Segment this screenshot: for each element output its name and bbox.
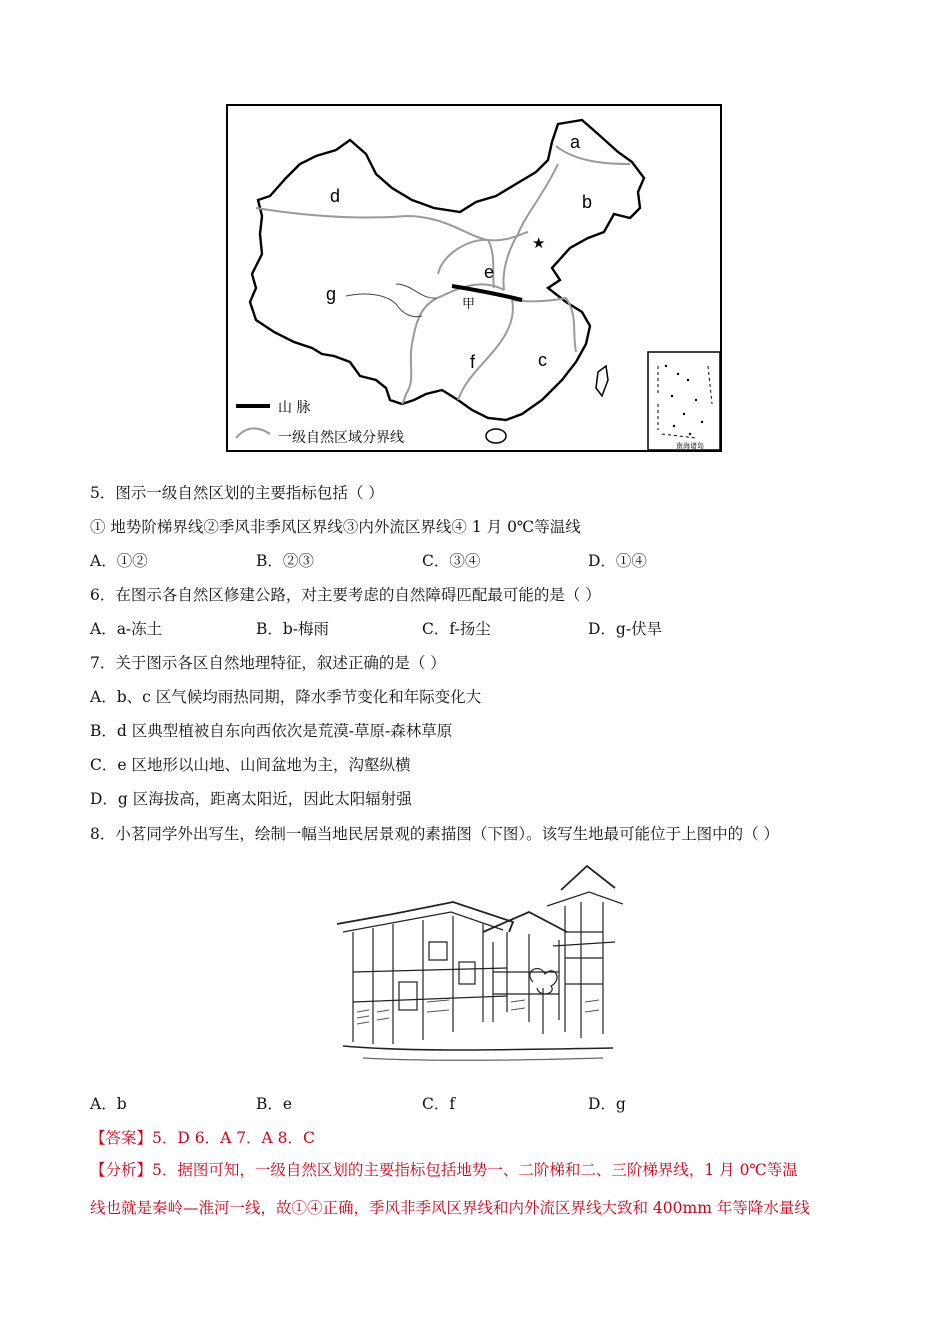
analysis-line-1: 【分析】5．据图可知，一级自然区划的主要指标包括地势一、二阶梯和二、三阶梯界线，1 月 0℃等温 bbox=[90, 1161, 798, 1179]
option-b[interactable]: B．d 区典型植被自东向西依次是荒漠-草原-森林草原 bbox=[90, 722, 453, 740]
legend-boundary-label: 一级自然区域分界线 bbox=[278, 430, 404, 446]
option-a[interactable]: A．b、c 区气候均雨热同期，降水季节变化和年际变化大 bbox=[90, 688, 482, 706]
question-8-stem: 8．小茗同学外出写生，绘制一幅当地民居景观的素描图（下图）。该写生地最可能位于上图中的（ ） bbox=[90, 825, 780, 843]
question-5-stem: 5．图示一级自然区划的主要指标包括（ ） bbox=[90, 484, 384, 502]
option-c[interactable]: C．e 区地形以山地、山间盆地为主，沟壑纵横 bbox=[90, 756, 411, 774]
label-c: c bbox=[538, 350, 547, 370]
label-g: g bbox=[326, 284, 337, 304]
option-b[interactable]: B．②③ bbox=[256, 552, 314, 570]
option-b[interactable]: B．b-梅雨 bbox=[256, 620, 330, 638]
label-d: d bbox=[330, 186, 341, 206]
option-a[interactable]: A．b bbox=[90, 1095, 127, 1113]
south-china-sea-inset bbox=[648, 352, 720, 450]
question-6-stem: 6．在图示各自然区修建公路，对主要考虑的自然障碍匹配最可能的是（ ） bbox=[90, 586, 601, 604]
option-a[interactable]: A．①② bbox=[90, 552, 148, 570]
option-c[interactable]: C．f bbox=[422, 1095, 456, 1113]
option-d[interactable]: D．g bbox=[588, 1095, 626, 1113]
label-a: a bbox=[570, 132, 581, 152]
label-f: f bbox=[470, 352, 476, 372]
option-d[interactable]: D．g-伏旱 bbox=[588, 620, 663, 638]
question-7-stem: 7．关于图示各区自然地理特征，叙述正确的是（ ） bbox=[90, 654, 446, 672]
label-e: e bbox=[484, 262, 495, 282]
option-c[interactable]: C．③④ bbox=[422, 552, 481, 570]
dwelling-sketch-figure bbox=[333, 862, 623, 1072]
analysis-line-2: 线也就是秦岭—淮河一线，故①④正确，季风非季风区界线和内外流区界线大致和 400mm 年等降水量线 bbox=[90, 1199, 810, 1217]
china-natural-regions-map bbox=[226, 104, 722, 452]
label-jia: 甲 bbox=[462, 297, 476, 312]
option-d[interactable]: D．①④ bbox=[588, 552, 647, 570]
label-b: b bbox=[582, 192, 593, 212]
option-b[interactable]: B．e bbox=[256, 1095, 293, 1113]
inset-label: 南海诸岛 bbox=[676, 442, 704, 450]
answer-line: 【答案】5．D 6．A 7．A 8．C bbox=[90, 1129, 315, 1147]
beijing-star-icon: ★ bbox=[532, 234, 546, 252]
legend-mountain-label: 山 脉 bbox=[278, 400, 311, 416]
option-a[interactable]: A．a-冻土 bbox=[90, 620, 163, 638]
option-c[interactable]: C．f-扬尘 bbox=[422, 620, 491, 638]
option-d[interactable]: D．g 区海拔高，距离太阳近，因此太阳辐射强 bbox=[90, 790, 412, 808]
question-5-statements: ① 地势阶梯界线②季风非季风区界线③内外流区界线④ 1 月 0℃等温线 bbox=[90, 518, 581, 536]
